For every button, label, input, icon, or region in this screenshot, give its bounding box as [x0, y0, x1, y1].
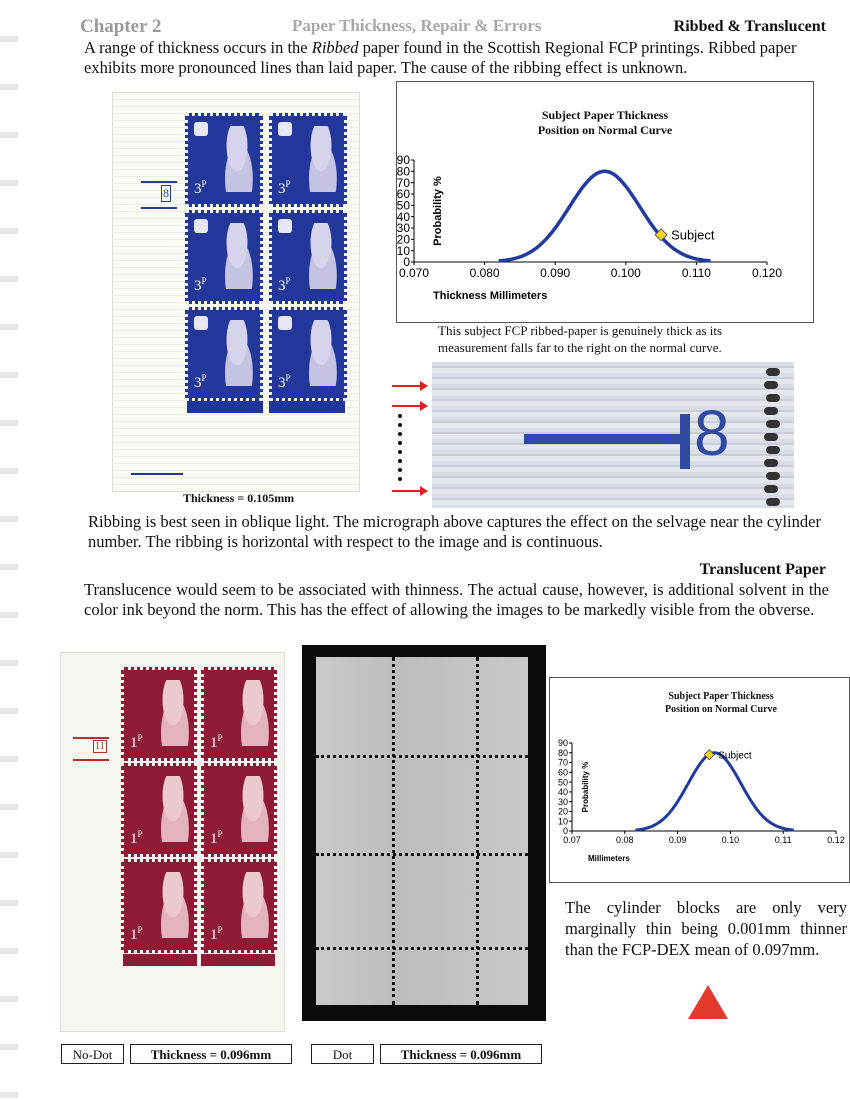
stamp — [269, 210, 347, 304]
queen-portrait-icon — [234, 776, 272, 842]
perforation-hole — [766, 498, 780, 506]
chapter-label: Chapter 2 — [80, 16, 162, 37]
y-tick-label: 40 — [397, 209, 410, 224]
x-tick-label: 0.120 — [751, 266, 783, 280]
arrow-2 — [392, 405, 426, 407]
stamp-value: $3^P$ — [194, 373, 207, 391]
queen-portrait-icon — [218, 126, 256, 192]
lion-icon — [194, 316, 208, 330]
chart-translucent-plot — [550, 678, 849, 882]
queen-portrait-icon — [218, 223, 256, 289]
x-tick-label: 0.09 — [668, 835, 687, 845]
binder-rings — [0, 0, 18, 1100]
stamp-value: $1^P$ — [210, 733, 223, 751]
arrow-3 — [392, 490, 426, 492]
ribbed-body: Ribbing is best seen in oblique light. The micrograph above captures the effect on the selvage near the cylinder number. The ribbing is horizontal with respect to the image and is continuous. — [88, 512, 821, 551]
chart-ribbed-plot — [397, 82, 813, 322]
micrograph: 8 — [432, 362, 794, 508]
triangle-icon — [688, 985, 728, 1019]
subject-label: Subject — [671, 227, 715, 243]
stamp — [201, 763, 277, 857]
stamp — [201, 859, 277, 953]
stamp — [269, 113, 347, 207]
perforation-hole — [764, 459, 778, 467]
section-title: Ribbed & Translucent — [673, 18, 826, 35]
queen-portrait-icon — [154, 872, 192, 938]
x-tick-label: 0.07 — [563, 835, 581, 845]
lion-icon — [194, 219, 208, 233]
ribbed-thickness-caption: Thickness = 0.105mm — [183, 491, 295, 505]
y-tick-label: 20 — [397, 232, 410, 247]
lion-icon — [278, 316, 292, 330]
dot-icon — [398, 432, 402, 436]
stamp-value: $1^P$ — [210, 829, 223, 847]
queen-portrait-icon — [154, 776, 192, 842]
chart-ribbed-title: Subject Paper Thickness — [541, 108, 669, 122]
perforation-hole — [764, 485, 778, 493]
y-tick-label: 50 — [557, 777, 568, 788]
stamp-value: $1^P$ — [130, 925, 143, 943]
stamp — [121, 763, 197, 857]
dot-icon — [398, 414, 402, 418]
lion-icon — [278, 219, 292, 233]
stamp-value: $1^P$ — [210, 925, 223, 943]
queen-portrait-icon — [154, 680, 192, 746]
queen-portrait-icon — [234, 872, 272, 938]
chart-ribbed — [396, 81, 814, 323]
dot-icon — [398, 450, 402, 454]
stamp — [121, 667, 197, 761]
queen-portrait-icon — [302, 223, 340, 289]
cylinder-number: 8 — [141, 181, 177, 209]
x-tick-label: 0.070 — [398, 266, 430, 280]
stamp-value: $3^P$ — [278, 373, 291, 391]
page-title: Paper Thickness, Repair & Errors — [292, 16, 542, 35]
chart-translucent — [549, 677, 850, 883]
cylinder-number-maroon: 11 — [73, 737, 109, 761]
x-axis-label: Thickness Millimeters — [433, 290, 548, 302]
label-nodot-thickness: Thickness = 0.096mm — [130, 1044, 292, 1064]
stamp — [121, 859, 197, 953]
ribbed-intro: A range of thickness occurs in the Ribbed paper found in the Scottish Regional FCP printings. Ribbed paper exhibits more pronounced lines than laid paper. The cause of the ribbing effect is unknown. — [84, 38, 797, 77]
x-tick-label: 0.10 — [721, 835, 740, 845]
stamp-value: $1^P$ — [130, 829, 143, 847]
translucent-body: Translucence would seem to be associated with thinness. The actual cause, however, is additional solvent in the color ink beyond the norm. This has the effect of allowing the images to be markedly visible from the obverse. — [84, 580, 829, 619]
x-tick-label: 0.08 — [616, 835, 634, 845]
y-axis-label: Probability % — [432, 176, 444, 246]
translucent-stamp-block — [60, 652, 285, 1032]
y-tick-label: 90 — [557, 738, 568, 749]
y-tick-label: 70 — [397, 175, 410, 190]
y-tick-label: 50 — [397, 198, 410, 213]
translucent-heading: Translucent Paper — [699, 561, 826, 578]
perforation-hole — [766, 368, 780, 376]
lion-icon — [194, 122, 208, 136]
queen-portrait-icon — [218, 320, 256, 386]
y-tick-label: 60 — [557, 767, 568, 778]
y-tick-label: 0 — [562, 826, 568, 837]
stamp — [269, 307, 347, 401]
stamp — [201, 667, 277, 761]
y-tick-label: 60 — [397, 187, 410, 202]
ribbed-chart-caption: This subject FCP ribbed-paper is genuinely thick as its measurement falls far to the right on the normal curve. — [438, 323, 723, 355]
y-tick-label: 70 — [557, 757, 568, 768]
perforation-hole — [764, 433, 778, 441]
x-tick-label: 0.12 — [827, 835, 845, 845]
queen-portrait-icon — [302, 320, 340, 386]
lion-icon — [278, 122, 292, 136]
x-tick-label: 0.11 — [774, 835, 792, 845]
x-axis-label: Millimeters — [588, 854, 630, 863]
dot-icon — [398, 468, 402, 472]
selvage-rule — [131, 473, 183, 475]
selvage-bar-left — [187, 401, 263, 413]
label-dot-thickness: Thickness = 0.096mm — [380, 1044, 542, 1064]
dot-icon — [398, 459, 402, 463]
y-tick-label: 30 — [557, 796, 568, 807]
normal-curve — [499, 171, 711, 261]
selvage-bar-left-maroon — [123, 954, 197, 966]
stamp — [185, 210, 263, 304]
perforation-hole — [764, 407, 778, 415]
y-tick-label: 10 — [557, 816, 568, 827]
y-tick-label: 80 — [397, 164, 410, 179]
x-tick-label: 0.080 — [469, 266, 500, 280]
normal-curve — [635, 753, 793, 830]
chart-translucent-subtitle: Position on Normal Curve — [665, 704, 777, 715]
perforation-hole — [766, 446, 780, 454]
y-tick-label: 40 — [557, 787, 568, 798]
perforation-hole — [766, 472, 780, 480]
chart-translucent-title: Subject Paper Thickness — [668, 691, 774, 702]
perforation-hole — [766, 420, 780, 428]
stamp-value: $3^P$ — [278, 276, 291, 294]
y-tick-label: 30 — [397, 221, 410, 236]
y-tick-label: 10 — [397, 243, 410, 258]
y-tick-label: 80 — [557, 747, 568, 758]
selvage-bar-right — [269, 401, 345, 413]
selvage-bar-right-maroon — [201, 954, 275, 966]
perforation-hole — [764, 381, 778, 389]
subject-label: Subject — [718, 750, 752, 762]
y-tick-label: 90 — [397, 153, 410, 168]
translucent-conclusion: The cylinder blocks are only very marginally thin being 0.001mm thinner than the FCP-DEX mean of 0.097mm. — [565, 898, 847, 959]
label-dot: Dot — [311, 1044, 374, 1064]
y-tick-label: 20 — [557, 806, 568, 817]
y-axis-label: Probability % — [581, 761, 590, 813]
perforation-hole — [766, 394, 780, 402]
dot-icon — [398, 477, 402, 481]
stamp-value: $3^P$ — [278, 179, 291, 197]
stamp-value: $3^P$ — [194, 179, 207, 197]
chart-ribbed-subtitle: Position on Normal Curve — [537, 123, 673, 137]
reverse-block — [302, 645, 546, 1021]
y-tick-label: 0 — [403, 255, 410, 270]
label-nodot: No-Dot — [61, 1044, 124, 1064]
stamp-value: $3^P$ — [194, 276, 207, 294]
x-tick-label: 0.110 — [681, 266, 711, 280]
ribbed-stamp-block — [112, 92, 360, 492]
x-tick-label: 0.090 — [540, 266, 571, 280]
arrow-1 — [392, 385, 426, 387]
dot-icon — [398, 441, 402, 445]
stamp — [185, 113, 263, 207]
queen-portrait-icon — [302, 126, 340, 192]
queen-portrait-icon — [234, 680, 272, 746]
dot-icon — [398, 423, 402, 427]
stamp-value: $1^P$ — [130, 733, 143, 751]
stamp — [185, 307, 263, 401]
x-tick-label: 0.100 — [610, 266, 641, 280]
